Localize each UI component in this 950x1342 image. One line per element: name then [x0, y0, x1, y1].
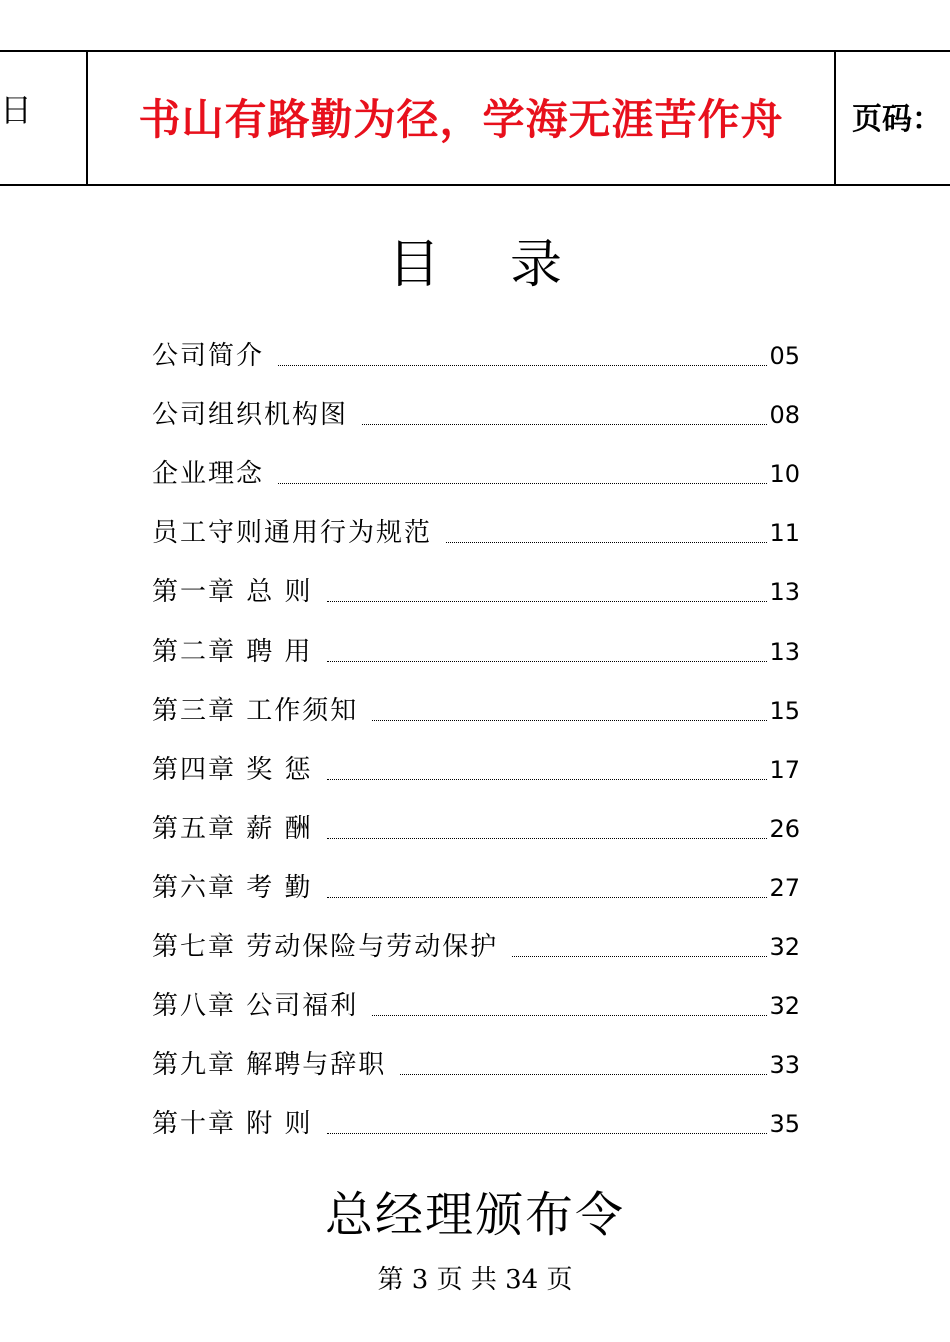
toc-entry-label: 公司组织机构图 — [152, 400, 349, 431]
toc-entry-label: 第九章 解聘与辞职 — [152, 1050, 387, 1081]
toc-entry[interactable] — [152, 316, 800, 375]
page-header — [0, 50, 950, 186]
toc-dot-leader — [327, 661, 768, 662]
toc-dot-leader — [512, 956, 767, 957]
toc-dot-leader — [446, 542, 767, 543]
toc-dot-leader — [372, 1015, 767, 1016]
toc-entry-label: 第四章 奖 惩 — [152, 754, 313, 785]
toc-dot-leader — [327, 601, 768, 602]
toc-entry-page: 10 — [769, 460, 800, 489]
toc-entry-label: 企业理念 — [152, 459, 265, 490]
toc-dot-leader — [400, 1074, 767, 1075]
toc-entry-label: 员工守则通用行为规范 — [152, 518, 433, 549]
toc-entry-page: 08 — [769, 401, 800, 430]
toc-entry-label: 第六章 考 勤 — [152, 872, 313, 903]
toc-entry[interactable] — [152, 907, 800, 966]
toc-entry-page: 15 — [769, 696, 800, 725]
toc-dot-leader — [327, 1133, 768, 1134]
toc-entry[interactable] — [152, 611, 800, 670]
toc-dot-leader — [278, 365, 767, 366]
table-of-contents — [152, 316, 800, 1143]
toc-dot-leader — [362, 424, 767, 425]
toc-dot-leader — [327, 838, 768, 839]
toc-entry[interactable] — [152, 789, 800, 848]
header-page-label: 页码： — [852, 102, 942, 137]
toc-entry-page: 35 — [769, 1110, 800, 1139]
toc-dot-leader — [327, 779, 768, 780]
toc-entry-label: 公司简介 — [152, 341, 265, 372]
toc-title-char-2: 录 — [510, 235, 563, 295]
decree-title: 总经理颁布令 — [324, 1187, 625, 1243]
toc-entry[interactable] — [152, 730, 800, 789]
toc-entry-page: 05 — [769, 342, 800, 371]
toc-entry[interactable] — [152, 671, 800, 730]
toc-entry[interactable] — [152, 966, 800, 1025]
toc-dot-leader — [372, 720, 767, 721]
toc-dot-leader — [278, 483, 767, 484]
toc-entry[interactable] — [152, 1025, 800, 1084]
toc-entry-label: 第十章 附 则 — [152, 1109, 313, 1140]
toc-entry[interactable] — [152, 434, 800, 493]
header-divider-right — [834, 52, 836, 184]
toc-entry-page: 11 — [769, 519, 800, 548]
header-date-fragment: 日 — [0, 91, 33, 129]
toc-entry[interactable] — [152, 1084, 800, 1143]
toc-entry-page: 13 — [769, 637, 800, 666]
toc-entry-label: 第三章 工作须知 — [152, 695, 359, 726]
toc-entry-page: 26 — [769, 814, 800, 843]
toc-entry-page: 17 — [769, 755, 800, 784]
toc-title-char-1: 目 — [387, 235, 440, 295]
toc-entry-label: 第五章 薪 酬 — [152, 813, 313, 844]
toc-entry-page: 27 — [769, 873, 800, 902]
toc-title — [0, 230, 950, 300]
toc-entry-page: 32 — [769, 992, 800, 1021]
page-footer: 第 3 页 共 34 页 — [377, 1265, 573, 1295]
toc-entry-label: 第八章 公司福利 — [152, 991, 359, 1022]
toc-entry[interactable] — [152, 848, 800, 907]
toc-entry[interactable] — [152, 552, 800, 611]
toc-dot-leader — [327, 897, 768, 898]
toc-entry-page: 32 — [769, 933, 800, 962]
toc-entry[interactable] — [152, 493, 800, 552]
toc-entry-label: 第二章 聘 用 — [152, 636, 313, 667]
toc-entry[interactable] — [152, 375, 800, 434]
header-motto: 书山有路勤为径，学海无涯苦作舟 — [138, 95, 784, 144]
toc-entry-label: 第一章 总 则 — [152, 577, 313, 608]
toc-entry-label: 第七章 劳动保险与劳动保护 — [152, 932, 499, 963]
toc-entry-page: 13 — [769, 578, 800, 607]
toc-entry-page: 33 — [769, 1051, 800, 1080]
